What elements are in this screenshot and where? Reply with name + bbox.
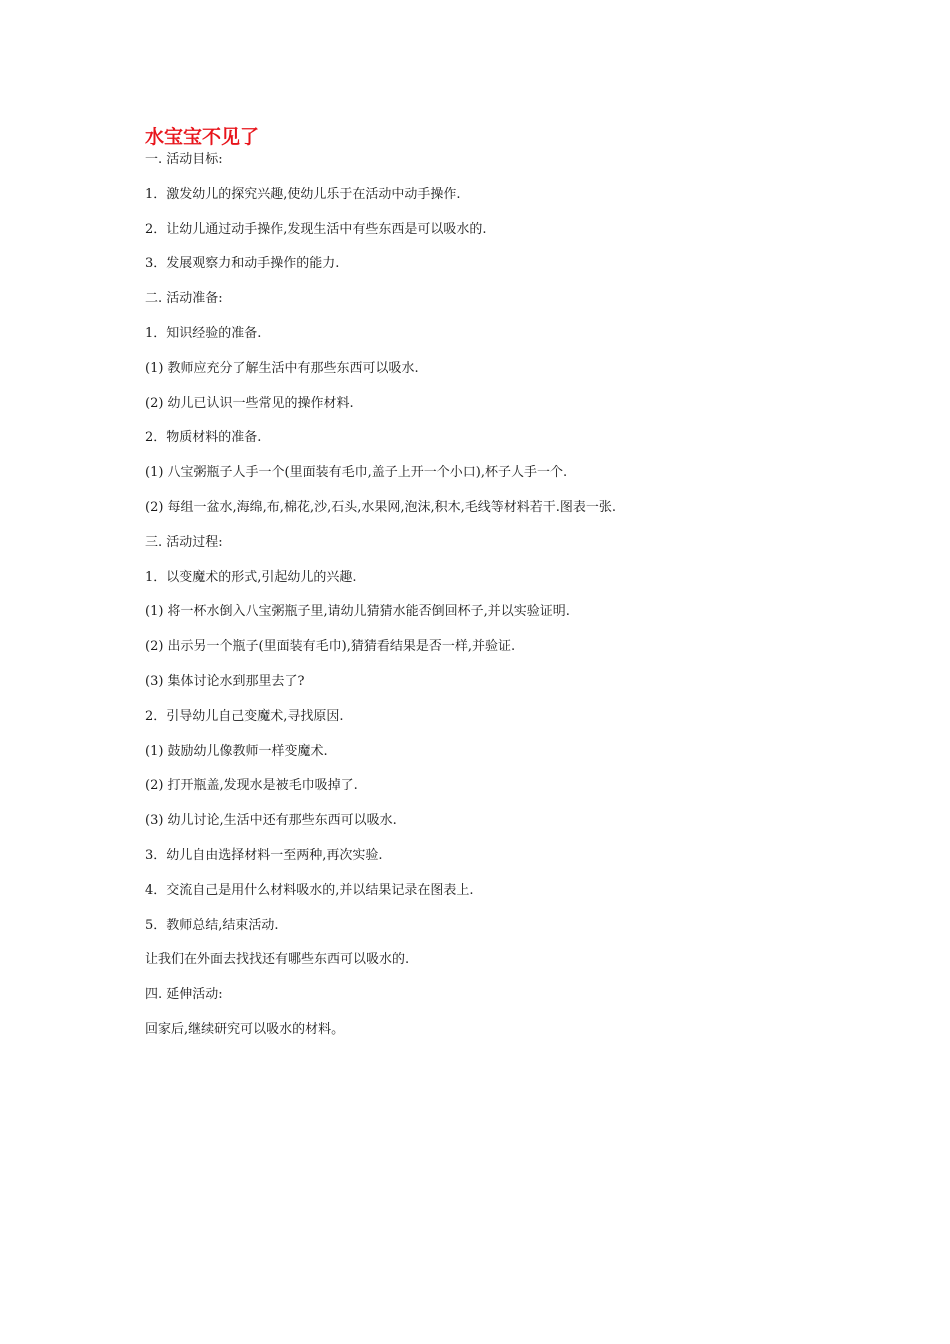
preparation-subitem: (1) 八宝粥瓶子人手一个(里面装有毛巾,盖子上开一个小口),杯子人手一个.	[145, 465, 568, 481]
heading-preparation: 二. 活动准备:	[145, 291, 223, 307]
goal-item: 3．发展观察力和动手操作的能力.	[145, 256, 340, 272]
document-body	[145, 124, 825, 1055]
document-lines	[145, 150, 825, 1040]
process-item: 4．交流自己是用什么材料吸水的,并以结果记录在图表上.	[145, 882, 474, 898]
goal-item: 1．激发幼儿的探究兴趣,使幼儿乐于在活动中动手操作.	[145, 186, 461, 202]
process-subitem: (1) 将一杯水倒入八宝粥瓶子里,请幼儿猜猜水能否倒回杯子,并以实验证明.	[145, 604, 570, 620]
process-subitem: (2) 打开瓶盖,发现水是被毛巾吸掉了.	[145, 778, 358, 794]
goal-item: 2．让幼儿通过动手操作,发现生活中有些东西是可以吸水的.	[145, 221, 487, 237]
process-item: 5．教师总结,结束活动.	[145, 917, 279, 933]
process-subitem: (2) 出示另一个瓶子(里面装有毛巾),猜猜看结果是否一样,并验证.	[145, 639, 516, 655]
process-item: 1．以变魔术的形式,引起幼儿的兴趣.	[145, 569, 357, 585]
process-item: 2．引导幼儿自己变魔术,寻找原因.	[145, 708, 344, 724]
preparation-subitem: (1) 教师应充分了解生活中有那些东西可以吸水.	[145, 360, 419, 376]
preparation-item: 2．物质材料的准备.	[145, 430, 262, 446]
heading-extension: 四. 延伸活动:	[145, 987, 223, 1003]
heading-goals: 一. 活动目标:	[145, 152, 223, 167]
process-item: 3．幼儿自由选择材料一至两种,再次实验.	[145, 847, 383, 863]
process-subitem: (3) 集体讨论水到那里去了?	[145, 673, 305, 689]
preparation-subitem: (2) 幼儿已认识一些常见的操作材料.	[145, 395, 354, 411]
process-subitem: (1) 鼓励幼儿像教师一样变魔术.	[145, 743, 328, 759]
closing-text: 让我们在外面去找找还有哪些东西可以吸水的.	[145, 952, 410, 968]
document-title: 水宝宝不见了	[145, 126, 260, 148]
preparation-item: 1．知识经验的准备.	[145, 325, 262, 341]
preparation-subitem: (2) 每组一盆水,海绵,布,棉花,沙,石头,水果网,泡沫,积木,毛线等材料若干.图表一张.	[145, 499, 617, 515]
process-subitem: (3) 幼儿讨论,生活中还有那些东西可以吸水.	[145, 813, 397, 829]
extension-item: 回家后,继续研究可以吸水的材料。	[145, 1021, 345, 1037]
heading-process: 三. 活动过程:	[145, 534, 223, 550]
